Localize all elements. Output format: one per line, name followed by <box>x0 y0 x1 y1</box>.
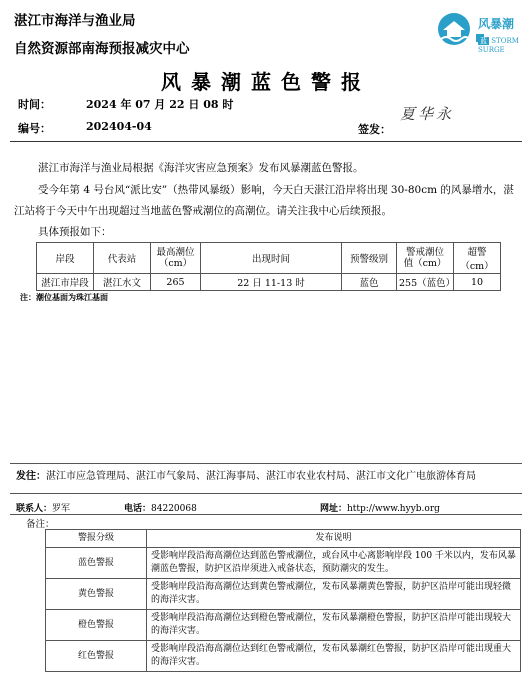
send-to <box>16 470 476 484</box>
contact-site <box>320 501 440 514</box>
remark-label: 备注： <box>26 519 55 530</box>
time-value: 2024 年 07 月 22 日 08 时 <box>86 98 234 111</box>
cell-max-level: 265 <box>151 274 201 291</box>
desc-yellow: 受影响岸段沿海高潮位达到黄色警戒潮位，发布风暴潮黄色警报，防护区沿岸可能出现轻微的海洋灾害。 <box>147 579 521 610</box>
center-name: 自然资源部南海预报减灾中心 <box>14 41 190 57</box>
warning-level-table <box>45 529 521 672</box>
th-max-level: 最高潮位 （cm） <box>151 243 201 274</box>
datum-note: 注：潮位基面为珠江基面 <box>20 292 108 302</box>
th-level: 预警级别 <box>342 243 397 274</box>
th-time: 出现时间 <box>201 243 342 274</box>
send-divider-top <box>10 463 522 464</box>
table-row <box>46 610 521 641</box>
logo-sub-en: STORM SURGE <box>478 37 519 54</box>
table-row <box>46 641 521 672</box>
time-label: 时间： <box>18 98 51 111</box>
cell-station: 湛江水文 <box>94 274 151 291</box>
paragraph-1: 湛江市海洋与渔业局根据《海洋灾害应急预案》发布风暴潮蓝色警报。 <box>38 162 364 174</box>
contact-person-value: 罗军 <box>52 504 71 514</box>
number-label: 编号： <box>18 122 51 135</box>
signer-label: 签发： <box>358 123 391 136</box>
paragraph-2b: 江站将于今天中午出现超过当地蓝色警戒潮位的高潮位。请关注我中心后续预报。 <box>14 205 392 217</box>
th-description: 发布说明 <box>147 530 521 548</box>
cell-exceed: 10 <box>454 274 501 291</box>
desc-blue: 受影响岸段沿海高潮位达到蓝色警戒潮位，或台风中心离影响岸段 100 千米以内，发布风暴潮蓝色警报，防护区沿岸须进入戒备状态，预防潮灾的发生。 <box>147 548 521 579</box>
th-segment: 岸段 <box>37 243 94 274</box>
send-label: 发往： <box>16 471 46 482</box>
table-row <box>46 548 521 579</box>
paragraph-3: 具体预报如下： <box>38 226 112 238</box>
grade-yellow: 黄色警报 <box>46 579 147 610</box>
org-name: 湛江市海洋与渔业局 <box>14 13 136 29</box>
forecast-header-row <box>37 243 501 274</box>
logo-tag <box>478 36 532 54</box>
table-row <box>37 274 501 291</box>
paragraph-2a: 受今年第 4 号台风“派比安”（热带风暴级）影响，今天白天湛江沿岸将出现 30-80cm 的风暴增水，湛 <box>38 184 514 196</box>
grade-red: 红色警报 <box>46 641 147 672</box>
logo-text: 风暴潮 <box>478 17 515 31</box>
contact-phone-value: 84220068 <box>151 504 197 514</box>
grade-orange: 橙色警报 <box>46 610 147 641</box>
th-station: 代表站 <box>94 243 151 274</box>
forecast-table <box>36 242 501 291</box>
th-warning-level: 警戒潮位 值（cm） <box>397 243 454 274</box>
send-divider-bottom <box>10 493 522 494</box>
contact-divider <box>10 514 522 515</box>
th-exceed: 超警（cm） <box>454 243 501 274</box>
header-divider <box>10 141 522 142</box>
contact-phone-label: 电话： <box>124 504 152 514</box>
page-title: 风暴潮蓝色警报 <box>161 70 371 94</box>
send-value: 湛江市应急管理局、湛江市气象局、湛江海事局、湛江市农业农村局、湛江市文化广电旅游体育局 <box>46 471 476 482</box>
grade-blue: 蓝色警报 <box>46 548 147 579</box>
contact-site-link[interactable]: http://www.hyyb.org <box>347 504 440 514</box>
cell-time: 22 日 11-13 时 <box>201 274 342 291</box>
cell-level: 蓝色 <box>342 274 397 291</box>
contact-person-label: 联系人： <box>16 504 53 514</box>
contact-site-label: 网址： <box>320 504 348 514</box>
cell-segment: 湛江市岸段 <box>37 274 94 291</box>
contact-phone <box>124 501 197 514</box>
desc-orange: 受影响岸段沿海高潮位达到橙色警戒潮位，发布风暴潮橙色警报，防护区沿岸可能出现较大的海洋灾害。 <box>147 610 521 641</box>
th-warning-grade: 警报分级 <box>46 530 147 548</box>
table-row <box>46 579 521 610</box>
signer-signature: 夏华永 <box>400 105 455 123</box>
number-value: 202404-04 <box>86 120 152 133</box>
contact-person <box>16 501 70 514</box>
level-header-row <box>46 530 521 548</box>
cell-warning-level: 255（蓝色） <box>397 274 454 291</box>
logo-sub-cn: 蓝 <box>480 37 487 45</box>
desc-red: 受影响岸段沿海高潮位达到红色警戒潮位，发布风暴潮红色警报，防护区沿岸可能出现重大的海洋灾害。 <box>147 641 521 672</box>
